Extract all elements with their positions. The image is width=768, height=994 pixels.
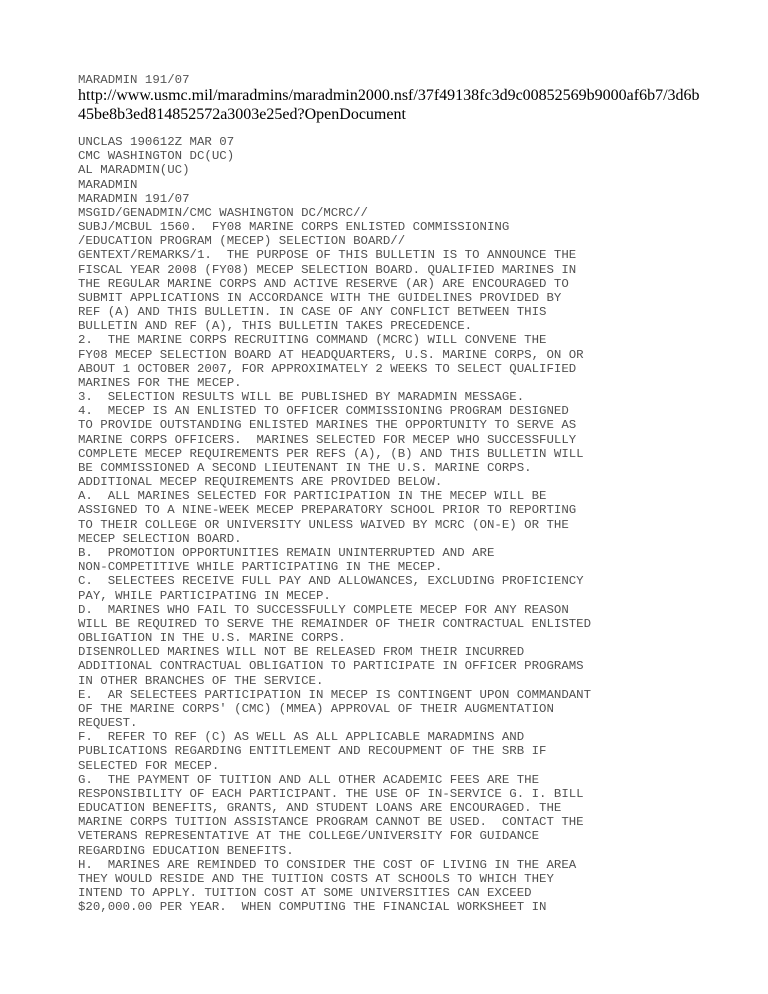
message-line: SELECTED FOR MECEP.: [78, 758, 220, 773]
message-line: F. REFER TO REF (C) AS WELL AS ALL APPLICABLE MARADMINS AND: [78, 730, 525, 745]
message-line: PAY, WHILE PARTICIPATING IN MECEP.: [78, 588, 331, 603]
message-line: THE REGULAR MARINE CORPS AND ACTIVE RESERVE (AR) ARE ENCOURAGED TO: [78, 276, 569, 291]
message-line: REQUEST.: [78, 716, 138, 731]
message-line: FY08 MECEP SELECTION BOARD AT HEADQUARTERS, U.S. MARINE CORPS, ON OR: [78, 347, 584, 362]
message-line: B. PROMOTION OPPORTUNITIES REMAIN UNINTERRUPTED AND ARE: [78, 545, 495, 560]
message-line: OF THE MARINE CORPS' (CMC) (MMEA) APPROVAL OF THEIR AUGMENTATION: [78, 701, 554, 716]
message-body: [78, 135, 591, 914]
message-line: REGARDING EDUCATION BENEFITS.: [78, 843, 294, 858]
message-line: RESPONSIBILITY OF EACH PARTICIPANT. THE USE OF IN-SERVICE G. I. BILL: [78, 786, 584, 801]
message-line: G. THE PAYMENT OF TUITION AND ALL OTHER ACADEMIC FEES ARE THE: [78, 772, 540, 787]
message-line: SUBMIT APPLICATIONS IN ACCORDANCE WITH THE GUIDELINES PROVIDED BY: [78, 290, 562, 305]
message-line: NON-COMPETITIVE WHILE PARTICIPATING IN THE MECEP.: [78, 560, 443, 575]
message-line: UNCLAS 190612Z MAR 07: [78, 135, 235, 149]
message-line: THEY WOULD RESIDE AND THE TUITION COSTS AT SCHOOLS TO WHICH THEY: [78, 871, 554, 886]
message-line: ADDITIONAL CONTRACTUAL OBLIGATION TO PARTICIPATE IN OFFICER PROGRAMS: [78, 659, 584, 674]
message-line: OBLIGATION IN THE U.S. MARINE CORPS.: [78, 631, 346, 646]
message-line: 4. MECEP IS AN ENLISTED TO OFFICER COMMISSIONING PROGRAM DESIGNED: [78, 404, 569, 419]
message-line: TO THEIR COLLEGE OR UNIVERSITY UNLESS WAIVED BY MCRC (ON-E) OR THE: [78, 517, 569, 532]
message-line: TO PROVIDE OUTSTANDING ENLISTED MARINES THE OPPORTUNITY TO SERVE AS: [78, 418, 577, 433]
message-line: IN OTHER BRANCHES OF THE SERVICE.: [78, 673, 324, 688]
message-line: INTEND TO APPLY. TUITION COST AT SOME UNIVERSITIES CAN EXCEED: [78, 886, 532, 901]
message-line: D. MARINES WHO FAIL TO SUCCESSFULLY COMPLETE MECEP FOR ANY REASON: [78, 602, 569, 617]
message-line: A. ALL MARINES SELECTED FOR PARTICIPATION IN THE MECEP WILL BE: [78, 489, 547, 504]
message-line: MARINE CORPS TUITION ASSISTANCE PROGRAM CANNOT BE USED. CONTACT THE: [78, 815, 584, 830]
message-line: BULLETIN AND REF (A), THIS BULLETIN TAKES PRECEDENCE.: [78, 319, 473, 334]
message-line: MARADMIN 191/07: [78, 191, 190, 206]
message-line: REF (A) AND THIS BULLETIN. IN CASE OF ANY CONFLICT BETWEEN THIS: [78, 305, 547, 320]
source-url-line[interactable]: http://www.usmc.mil/maradmins/maradmin2000.nsf/37f49138fc3d9c00852569b9000af6b7/3d6b: [78, 87, 700, 104]
message-line: MARINE CORPS OFFICERS. MARINES SELECTED FOR MECEP WHO SUCCESSFULLY: [78, 432, 577, 447]
message-line: C. SELECTEES RECEIVE FULL PAY AND ALLOWANCES, EXCLUDING PROFICIENCY: [78, 574, 584, 589]
message-line: DISENROLLED MARINES WILL NOT BE RELEASED FROM THEIR INCURRED: [78, 645, 525, 660]
source-url-line[interactable]: 45be8b3ed814852572a3003e25ed?OpenDocument: [78, 105, 406, 123]
message-line: COMPLETE MECEP REQUIREMENTS PER REFS (A), (B) AND THIS BULLETIN WILL: [78, 446, 584, 461]
source-url[interactable]: [78, 87, 708, 124]
message-line: EDUCATION BENEFITS, GRANTS, AND STUDENT LOANS ARE ENCOURAGED. THE: [78, 801, 562, 816]
message-line: 2. THE MARINE CORPS RECRUITING COMMAND (MCRC) WILL CONVENE THE: [78, 333, 547, 348]
message-line: VETERANS REPRESENTATIVE AT THE COLLEGE/UNIVERSITY FOR GUIDANCE: [78, 829, 540, 844]
message-line: WILL BE REQUIRED TO SERVE THE REMAINDER OF THEIR CONTRACTUAL ENLISTED: [78, 616, 592, 631]
message-title: MARADMIN 191/07: [78, 73, 190, 87]
message-line: 3. SELECTION RESULTS WILL BE PUBLISHED BY MARADMIN MESSAGE.: [78, 390, 525, 405]
message-line: MECEP SELECTION BOARD.: [78, 531, 242, 546]
message-line: BE COMMISSIONED A SECOND LIEUTENANT IN THE U.S. MARINE CORPS.: [78, 460, 532, 475]
message-line: PUBLICATIONS REGARDING ENTITLEMENT AND RECOUPMENT OF THE SRB IF: [78, 744, 547, 759]
message-line: MARINES FOR THE MECEP.: [78, 375, 242, 390]
message-line: /EDUCATION PROGRAM (MECEP) SELECTION BOARD//: [78, 234, 406, 249]
message-line: ADDITIONAL MECEP REQUIREMENTS ARE PROVIDED BELOW.: [78, 475, 443, 490]
message-line: MSGID/GENADMIN/CMC WASHINGTON DC/MCRC//: [78, 205, 368, 220]
message-line: AL MARADMIN(UC): [78, 163, 190, 178]
message-line: ASSIGNED TO A NINE-WEEK MECEP PREPARATORY SCHOOL PRIOR TO REPORTING: [78, 503, 577, 518]
message-line: FISCAL YEAR 2008 (FY08) MECEP SELECTION BOARD. QUALIFIED MARINES IN: [78, 262, 577, 277]
message-line: $20,000.00 PER YEAR. WHEN COMPUTING THE FINANCIAL WORKSHEET IN: [78, 900, 547, 915]
message-line: GENTEXT/REMARKS/1. THE PURPOSE OF THIS BULLETIN IS TO ANNOUNCE THE: [78, 248, 577, 263]
message-line: CMC WASHINGTON DC(UC): [78, 149, 235, 164]
message-line: E. AR SELECTEES PARTICIPATION IN MECEP IS CONTINGENT UPON COMMANDANT: [78, 687, 592, 702]
message-line: ABOUT 1 OCTOBER 2007, FOR APPROXIMATELY 2 WEEKS TO SELECT QUALIFIED: [78, 361, 577, 376]
message-line: SUBJ/MCBUL 1560. FY08 MARINE CORPS ENLISTED COMMISSIONING: [78, 220, 510, 235]
message-line: MARADMIN: [78, 177, 138, 192]
message-line: H. MARINES ARE REMINDED TO CONSIDER THE COST OF LIVING IN THE AREA: [78, 857, 577, 872]
